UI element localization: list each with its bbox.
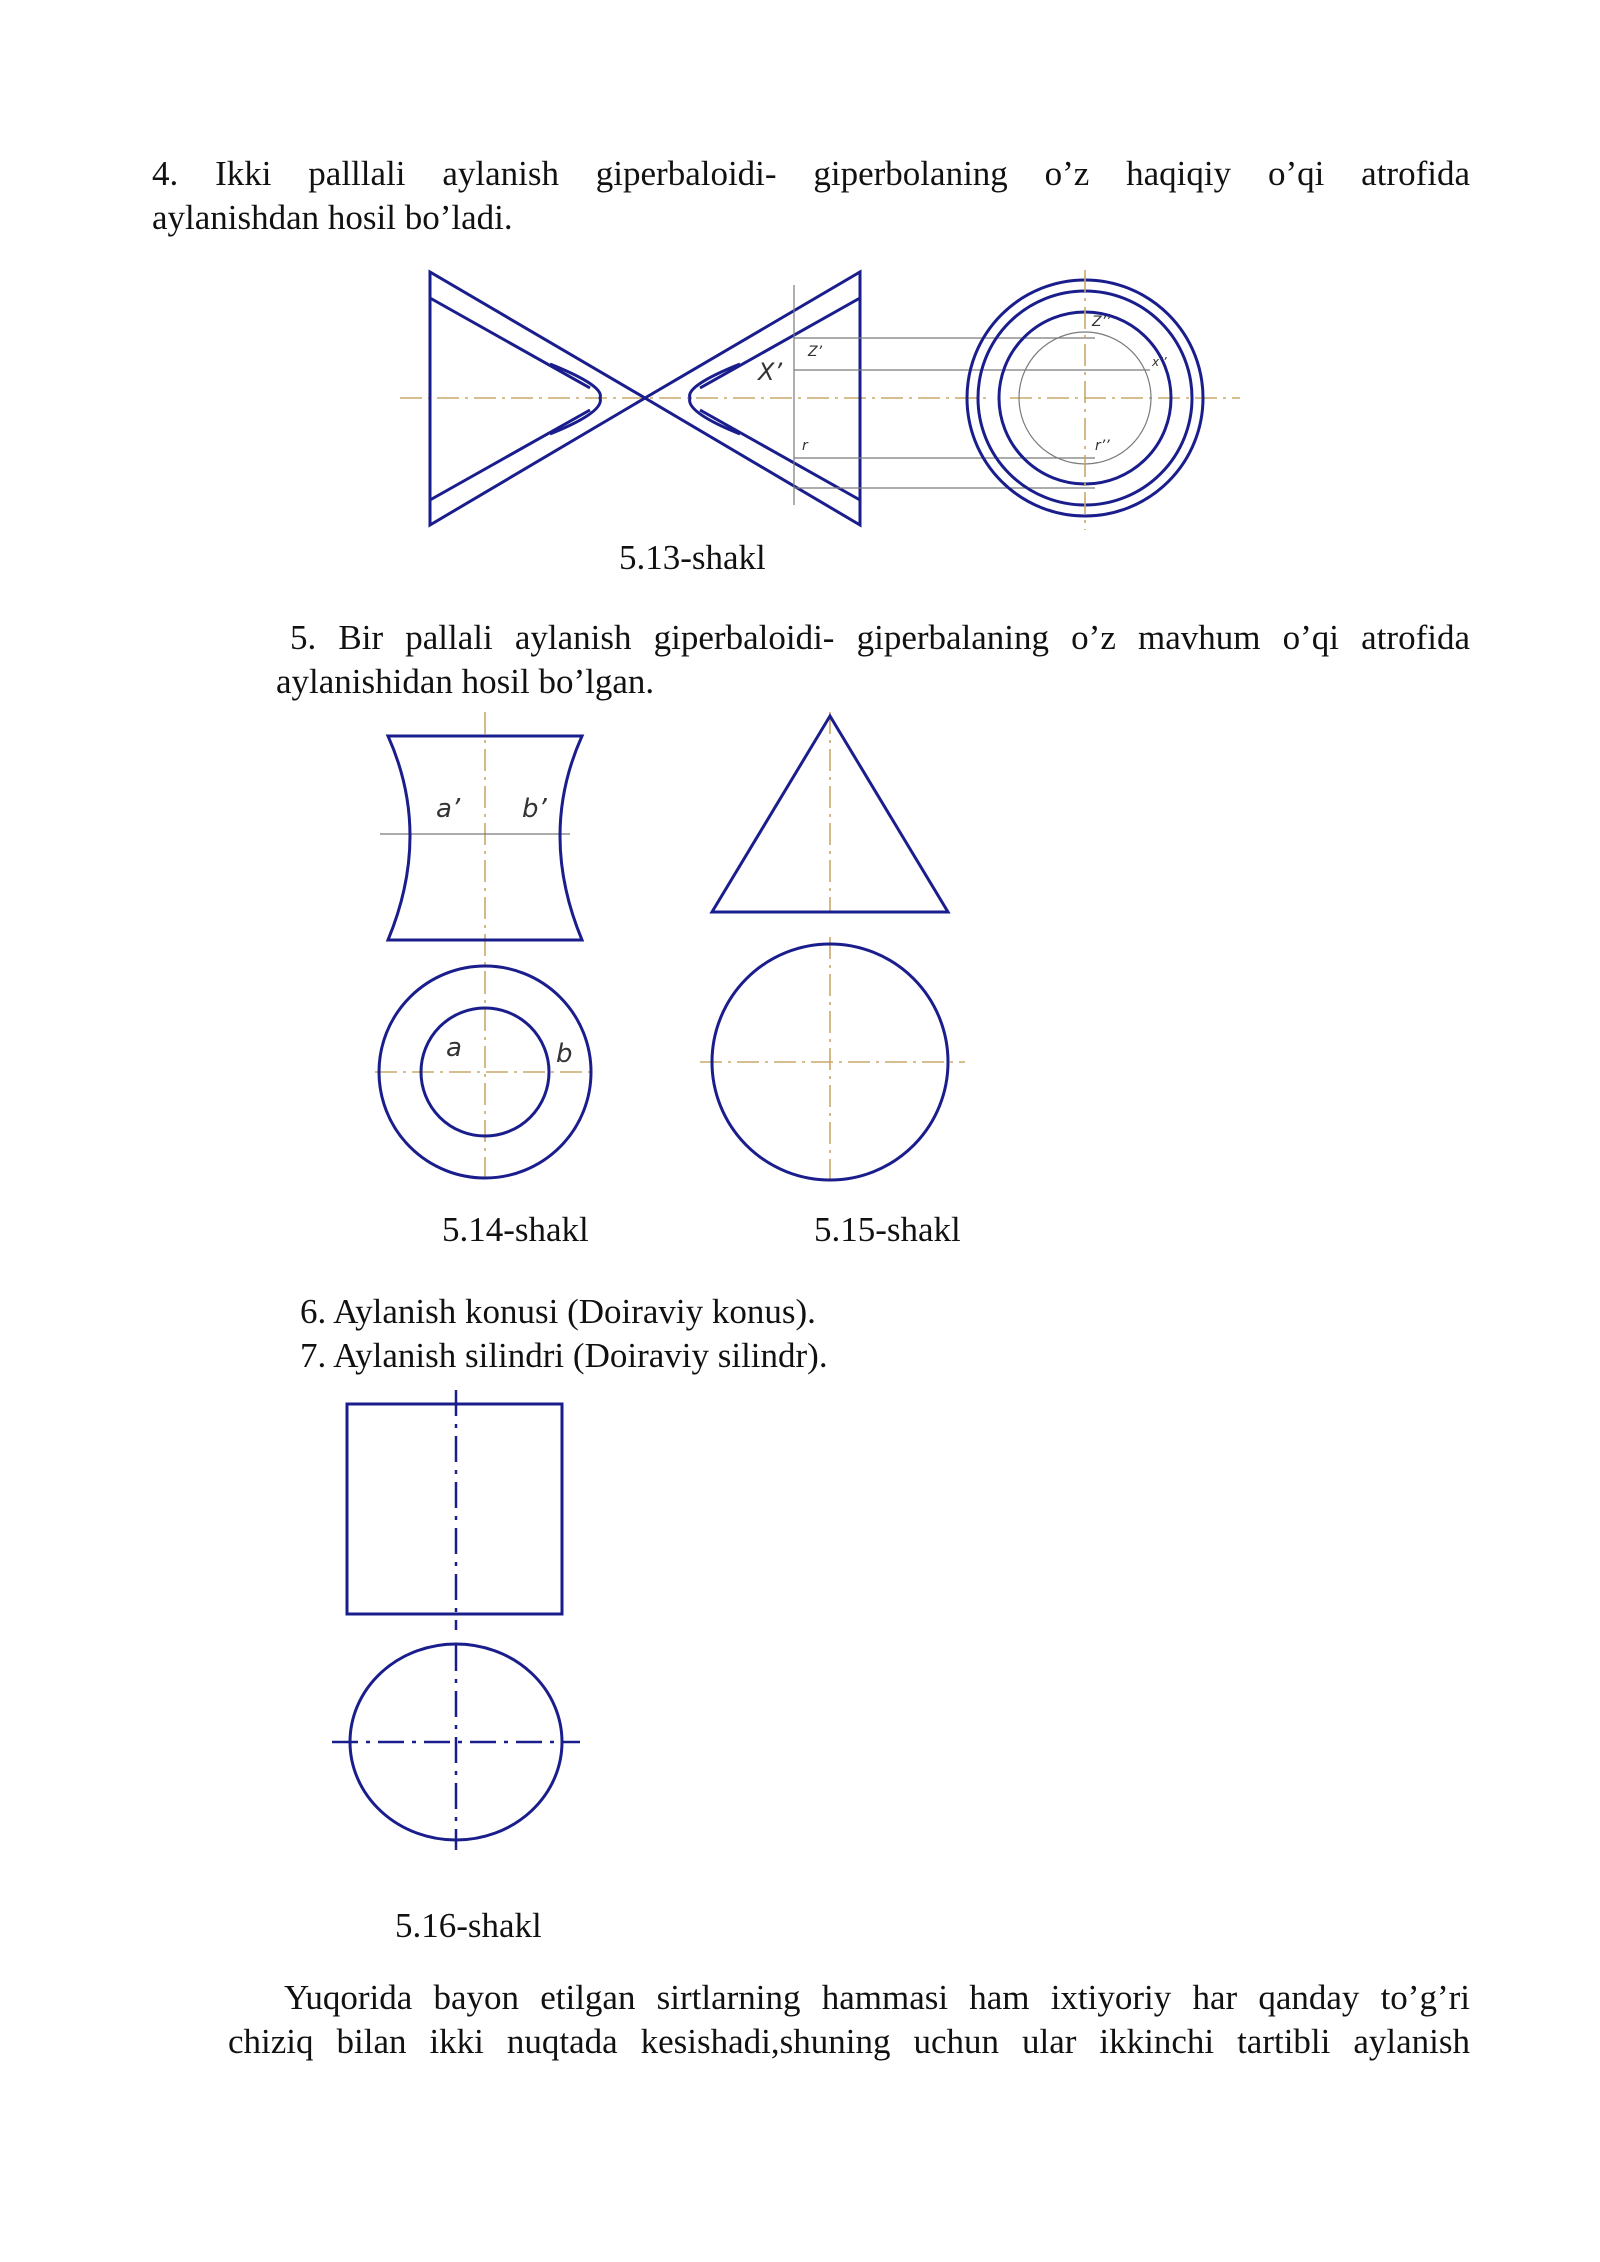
figure-5-14-caption: 5.14-shakl [442, 1210, 589, 1249]
paragraph-4-line-2: aylanishdan hosil bo’ladi. [152, 198, 513, 237]
label-a: a [446, 1033, 462, 1063]
list-item-6: 6. Aylanish konusi (Doiraviy konus). [300, 1292, 816, 1331]
label-r-prime: r [802, 438, 808, 454]
figure-5-16-drawing [330, 1390, 590, 1850]
label-x-prime: X’ [758, 358, 783, 386]
label-z-prime: Z’ [808, 344, 823, 360]
list-item-7: 7. Aylanish silindri (Doiraviy silindr). [300, 1336, 828, 1375]
figure-5-14-drawing [370, 712, 600, 1182]
label-x-double: x’’ [1152, 355, 1167, 369]
label-b: b [556, 1039, 573, 1069]
label-a-prime: a’ [436, 794, 461, 824]
figure-5-15-caption: 5.15-shakl [814, 1210, 961, 1249]
label-z-double: Z’’ [1092, 314, 1111, 330]
figure-5-15-drawing [700, 712, 970, 1182]
figure-5-13-drawing [390, 260, 1240, 540]
closing-paragraph-line-1: Yuqorida bayon etilgan sirtlarning hammasi ham ixtiyoriy har qanday to’g’ri [284, 1978, 1470, 2017]
label-r-double: r’’ [1095, 438, 1110, 454]
closing-paragraph-line-2: chiziq bilan ikki nuqtada kesishadi,shuning uchun ular ikkinchi tartibli aylanish [228, 2022, 1470, 2061]
label-b-prime: b’ [522, 794, 547, 824]
paragraph-4-line-1: 4. Ikki palllali aylanish giperbaloidi- giperbolaning o’z haqiqiy o’qi atrofida [152, 154, 1470, 193]
paragraph-5-line-1: 5. Bir pallali aylanish giperbaloidi- giperbalaning o’z mavhum o’qi atrofida [290, 618, 1470, 657]
paragraph-5-line-2: aylanishidan hosil bo’lgan. [276, 662, 655, 701]
figure-5-16-caption: 5.16-shakl [395, 1906, 542, 1945]
figure-5-13-caption: 5.13-shakl [619, 538, 766, 577]
